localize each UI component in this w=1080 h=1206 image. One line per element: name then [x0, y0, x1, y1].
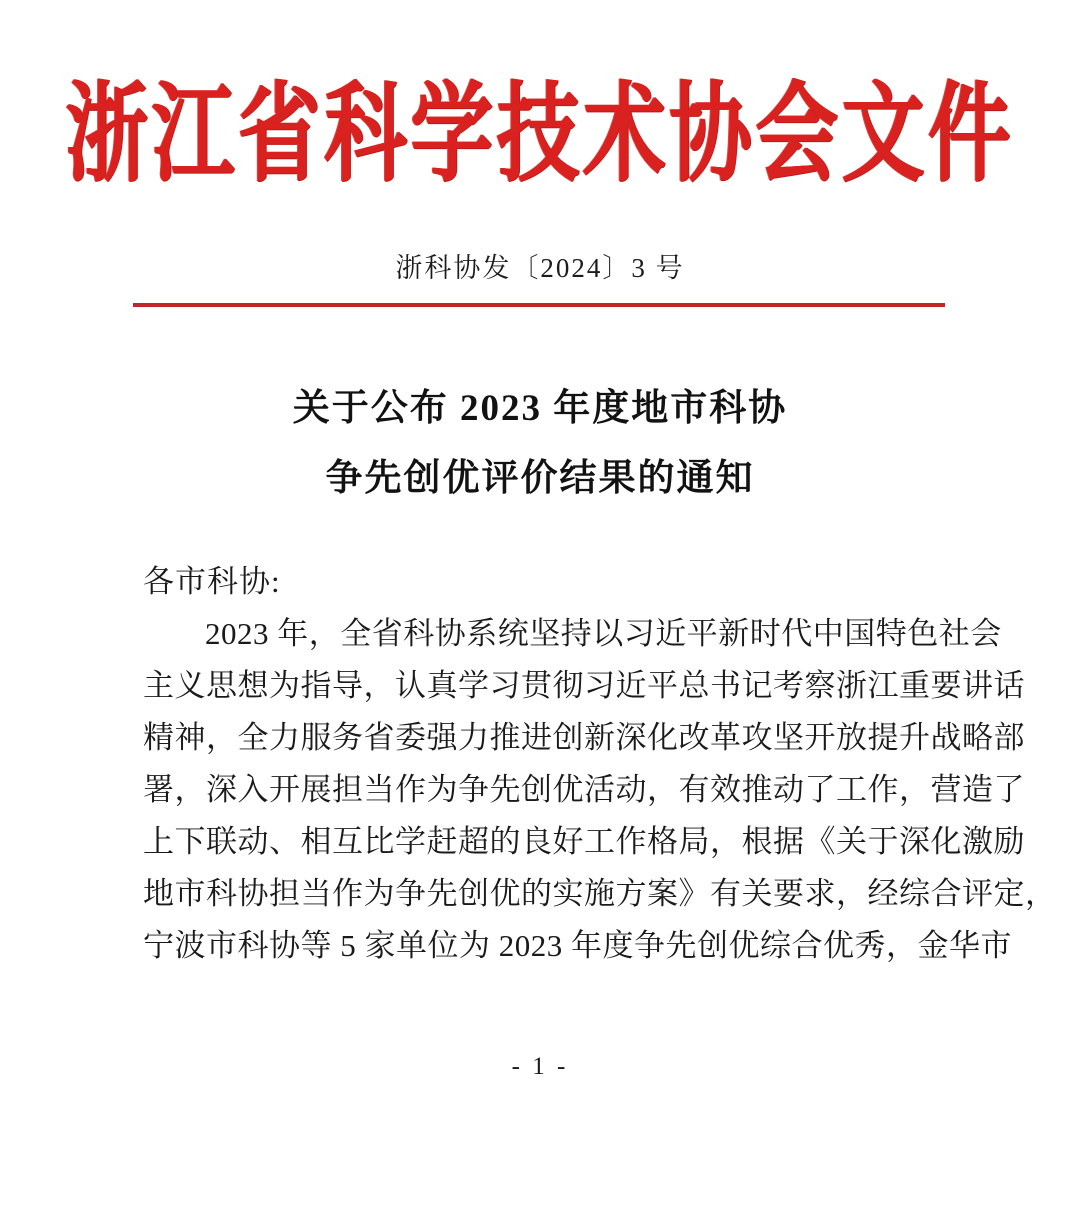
document-title — [0, 374, 1080, 514]
body-paragraph-line-5: 上下联动、相互比学赶超的良好工作格局，根据《关于深化激励 — [143, 824, 1025, 859]
salutation: 各市科协: — [143, 564, 281, 599]
body-paragraph-line-2: 主义思想为指导，认真学习贯彻习近平总书记考察浙江重要讲话 — [143, 668, 1025, 703]
body-paragraph-line-6: 地市科协担当作为争先创优的实施方案》有关要求，经综合评定， — [143, 876, 1057, 911]
document-title-line-2: 争先创优评价结果的通知 — [325, 458, 755, 499]
document-title-line-1: 关于公布 2023 年度地市科协 — [292, 388, 788, 429]
document-body — [143, 556, 1057, 972]
body-paragraph-line-3: 精神，全力服务省委强力推进创新深化改革攻坚开放提升战略部 — [143, 720, 1025, 755]
letterhead-banner — [0, 75, 1080, 195]
letterhead-title: 浙江省科学技术协会文件 — [65, 75, 1015, 195]
red-separator-rule — [133, 303, 945, 307]
page-number: - 1 - — [511, 1053, 569, 1080]
body-paragraph-line-7: 宁波市科协等 5 家单位为 2023 年度争先创优综合优秀，金华市 — [143, 928, 1012, 963]
body-paragraph-line-4: 署，深入开展担当作为争先创优活动，有效推动了工作，营造了 — [143, 772, 1025, 807]
body-paragraph-line-1: 2023 年，全省科协系统坚持以习近平新时代中国特色社会 — [205, 616, 1002, 651]
document-serial-number: 浙科协发〔2024〕3 号 — [395, 253, 685, 283]
